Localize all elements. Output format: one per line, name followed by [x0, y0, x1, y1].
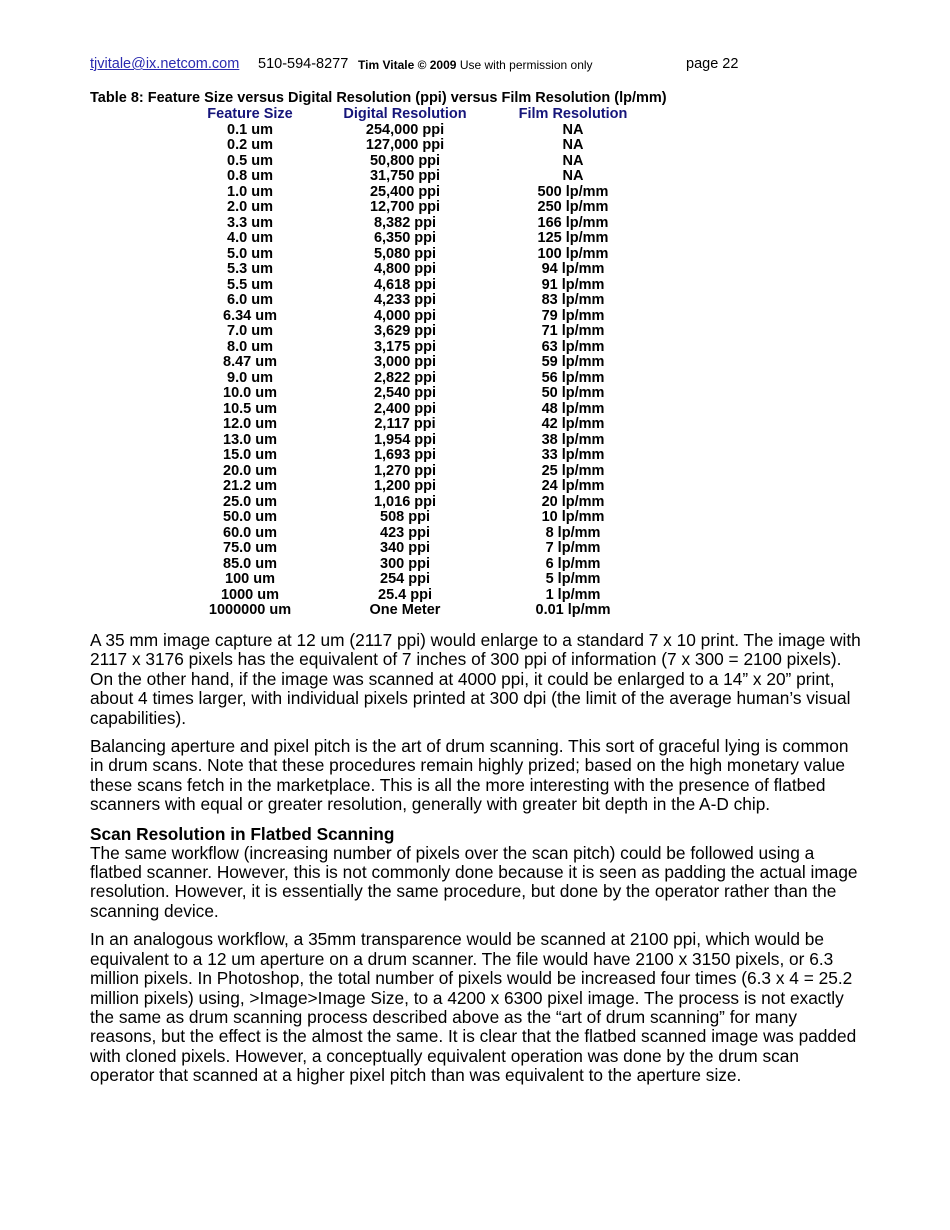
- table-row: [0, 323, 950, 339]
- copyright-notice: [358, 58, 593, 72]
- digital-resolution-cell: 25,400 ppi: [369, 183, 441, 200]
- film-resolution-cell: 0.01 lp/mm: [535, 602, 611, 618]
- feature-size-cell: 75.0 um: [223, 540, 277, 556]
- digital-resolution-cell: 12,700 ppi: [369, 199, 441, 215]
- paragraph: Balancing aperture and pixel pitch is the art of drum scanning. This sort of graceful lying is common in drum scans. Note that these procedures remain highly prized; based on the high monetary value these scans fetch in the marketplace. This is all the more interesting with the presence of flatbed scanners with equal or greater resolution, generally with greater bit depth in the A-D chip.: [90, 736, 849, 815]
- table-row: [0, 122, 950, 138]
- table-row: [0, 339, 950, 355]
- page-header: [90, 56, 790, 76]
- feature-size-cell: 21.2 um: [223, 478, 277, 494]
- digital-resolution-cell: 1,200 ppi: [373, 478, 437, 494]
- film-resolution-cell: 10 lp/mm: [541, 509, 605, 525]
- feature-size-cell: 10.5 um: [223, 400, 277, 417]
- resolution-table: [0, 106, 950, 618]
- table-row: [0, 168, 950, 184]
- page-number: page 22: [686, 56, 739, 72]
- feature-size-cell: 7.0 um: [227, 323, 273, 339]
- film-resolution-cell: 94 lp/mm: [541, 261, 605, 277]
- table-row: [0, 370, 950, 386]
- film-resolution-cell: 5 lp/mm: [545, 571, 601, 587]
- film-resolution-cell: 250 lp/mm: [537, 199, 609, 215]
- email-link[interactable]: tjvitale@ix.netcom.com: [90, 56, 240, 72]
- feature-size-cell: 85.0 um: [223, 555, 277, 572]
- digital-resolution-cell: 25.4 ppi: [378, 586, 432, 603]
- digital-resolution-cell: 254,000 ppi: [365, 121, 445, 138]
- digital-resolution-cell: 1,016 ppi: [373, 493, 437, 510]
- feature-size-cell: 1000000 um: [208, 602, 292, 618]
- feature-size-cell: 2.0 um: [227, 199, 273, 215]
- feature-size-cell: 6.34 um: [223, 307, 277, 324]
- table-row: [0, 494, 950, 510]
- digital-resolution-cell: 3,629 ppi: [373, 323, 437, 339]
- feature-size-cell: 10.0 um: [223, 385, 277, 401]
- digital-resolution-cell: 3,175 ppi: [373, 338, 437, 355]
- digital-resolution-cell: 1,270 ppi: [373, 462, 437, 479]
- feature-size-cell: 0.5 um: [227, 152, 273, 169]
- column-header-feature-size: Feature Size: [207, 106, 293, 122]
- film-resolution-cell: 6 lp/mm: [545, 555, 601, 572]
- film-resolution-cell: NA: [562, 168, 584, 184]
- feature-size-cell: 6.0 um: [227, 292, 273, 308]
- digital-resolution-cell: 127,000 ppi: [365, 137, 445, 153]
- digital-resolution-cell: 6,350 ppi: [373, 230, 437, 246]
- table-row: [0, 509, 950, 525]
- film-resolution-cell: 166 lp/mm: [537, 214, 609, 231]
- table-row: [0, 432, 950, 448]
- section-heading: Scan Resolution in Flatbed Scanning: [90, 823, 395, 844]
- film-resolution-cell: 59 lp/mm: [541, 354, 605, 370]
- digital-resolution-cell: 1,954 ppi: [373, 431, 437, 448]
- table-row: [0, 308, 950, 324]
- digital-resolution-cell: 4,233 ppi: [373, 292, 437, 308]
- paragraph: A 35 mm image capture at 12 um (2117 ppi) would enlarge to a standard 7 x 10 print. The image with 2117 x 3176 pixels has the equivalent of 7 inches of 300 ppi of information (7 x 300 = 2100 pixels). On the other hand, if the image was scanned at 4000 ppi, it could be enlarged to a 14” x 20” print, about 4 times larger, with individual pixels printed at 300 dpi (the limit of the average human’s visual capabilities).: [90, 630, 861, 728]
- digital-resolution-cell: 2,117 ppi: [374, 416, 436, 432]
- film-resolution-cell: NA: [562, 121, 584, 138]
- digital-resolution-cell: 254 ppi: [380, 571, 430, 587]
- table-row: [0, 215, 950, 231]
- feature-size-cell: 5.0 um: [227, 245, 273, 262]
- film-resolution-cell: 38 lp/mm: [541, 431, 605, 448]
- film-resolution-cell: 20 lp/mm: [541, 493, 605, 510]
- digital-resolution-cell: 50,800 ppi: [369, 152, 441, 169]
- film-resolution-cell: 33 lp/mm: [541, 447, 605, 463]
- table-row: [0, 246, 950, 262]
- feature-size-cell: 5.5 um: [227, 276, 273, 293]
- table-row: [0, 602, 950, 618]
- feature-size-cell: 4.0 um: [227, 230, 273, 246]
- feature-size-cell: 100 um: [225, 571, 275, 587]
- body-text: [90, 631, 865, 1095]
- paragraph: The same workflow (increasing number of pixels over the scan pitch) could be followed using a flatbed scanner. However, this is not commonly done because it is seen as padding the actual image resolution. However, it is essentially the same procedure, but done by the operator rather than the scanning device.: [90, 842, 858, 921]
- table-row: [0, 354, 950, 370]
- digital-resolution-cell: 508 ppi: [380, 509, 430, 525]
- phone-number: 510-594-8277: [258, 56, 349, 72]
- digital-resolution-cell: 3,000 ppi: [373, 354, 437, 370]
- feature-size-cell: 20.0 um: [223, 462, 277, 479]
- table-row: [0, 230, 950, 246]
- film-resolution-cell: 100 lp/mm: [537, 245, 609, 262]
- table-row: [0, 447, 950, 463]
- feature-size-cell: 1000 um: [220, 586, 280, 603]
- feature-size-cell: 9.0 um: [227, 369, 273, 386]
- table-title: Table 8: Feature Size versus Digital Resolution (ppi) versus Film Resolution (lp/mm): [90, 90, 667, 106]
- digital-resolution-cell: One Meter: [369, 602, 441, 618]
- film-resolution-cell: 48 lp/mm: [541, 400, 605, 417]
- author-copyright: Tim Vitale © 2009: [358, 58, 457, 72]
- column-header-film-resolution: Film Resolution: [518, 106, 628, 122]
- table-row: [0, 556, 950, 572]
- table-row: [0, 525, 950, 541]
- feature-size-cell: 0.2 um: [227, 137, 273, 153]
- table-row: [0, 587, 950, 603]
- film-resolution-cell: 125 lp/mm: [537, 230, 609, 246]
- film-resolution-cell: 500 lp/mm: [537, 183, 609, 200]
- digital-resolution-cell: 2,400 ppi: [373, 400, 437, 417]
- digital-resolution-cell: 1,693 ppi: [373, 447, 437, 463]
- digital-resolution-cell: 4,618 ppi: [373, 276, 437, 293]
- feature-size-cell: 0.1 um: [227, 121, 273, 138]
- film-resolution-cell: 83 lp/mm: [541, 292, 605, 308]
- film-resolution-cell: 8 lp/mm: [545, 524, 601, 541]
- film-resolution-cell: 91 lp/mm: [541, 276, 605, 293]
- feature-size-cell: 8.0 um: [227, 338, 273, 355]
- film-resolution-cell: 50 lp/mm: [541, 385, 605, 401]
- film-resolution-cell: 1 lp/mm: [545, 586, 601, 603]
- digital-resolution-cell: 4,800 ppi: [373, 261, 437, 277]
- film-resolution-cell: 56 lp/mm: [541, 369, 605, 386]
- permission-note: Use with permission only: [459, 58, 593, 72]
- table-row: [0, 277, 950, 293]
- film-resolution-cell: 7 lp/mm: [545, 540, 601, 556]
- table-row: [0, 153, 950, 169]
- film-resolution-cell: 71 lp/mm: [541, 323, 605, 339]
- film-resolution-cell: NA: [562, 152, 584, 169]
- film-resolution-cell: NA: [562, 137, 584, 153]
- digital-resolution-cell: 8,382 ppi: [373, 214, 437, 231]
- feature-size-cell: 50.0 um: [223, 509, 277, 525]
- table-row: [0, 401, 950, 417]
- digital-resolution-cell: 2,540 ppi: [373, 385, 437, 401]
- digital-resolution-cell: 31,750 ppi: [369, 168, 441, 184]
- table-row: [0, 137, 950, 153]
- digital-resolution-cell: 423 ppi: [380, 524, 430, 541]
- paragraph: In an analogous workflow, a 35mm transparence would be scanned at 2100 ppi, which would be equivalent to a 12 um aperture on a drum scanner. The file would have 2100 x 3150 pixels, or 6.3 million pixels. In Photoshop, the total number of pixels would be increased four times (6.3 x 4 = 25.2 million pixels) using, >Image>Image Size, to a 4200 x 6300 pixel image. The process is not exactly the same as drum scanning process described above as the “art of drum scanning” for many reasons, but the effect is the almost the same. It is clear that the flatbed scanned image was padded with cloned pixels. However, a conceptually equivalent operation was done by the drum scan operator that scanned at a higher pixel pitch than was equivalent to the aperture size.: [90, 929, 857, 1086]
- digital-resolution-cell: 2,822 ppi: [373, 369, 437, 386]
- film-resolution-cell: 63 lp/mm: [541, 338, 605, 355]
- film-resolution-cell: 25 lp/mm: [541, 462, 605, 479]
- feature-size-cell: 0.8 um: [227, 168, 273, 184]
- feature-size-cell: 8.47 um: [223, 354, 277, 370]
- digital-resolution-cell: 5,080 ppi: [373, 245, 437, 262]
- feature-size-cell: 5.3 um: [227, 261, 273, 277]
- digital-resolution-cell: 300 ppi: [380, 555, 430, 572]
- table-row: [0, 184, 950, 200]
- table-row: [0, 385, 950, 401]
- table-row: [0, 292, 950, 308]
- column-header-digital-resolution: Digital Resolution: [343, 106, 467, 122]
- table-row: [0, 199, 950, 215]
- table-row: [0, 416, 950, 432]
- table-row: [0, 540, 950, 556]
- feature-size-cell: 13.0 um: [223, 431, 277, 448]
- table-row: [0, 261, 950, 277]
- digital-resolution-cell: 340 ppi: [380, 540, 430, 556]
- table-row: [0, 571, 950, 587]
- film-resolution-cell: 42 lp/mm: [541, 416, 605, 432]
- feature-size-cell: 15.0 um: [223, 447, 277, 463]
- film-resolution-cell: 79 lp/mm: [541, 307, 605, 324]
- feature-size-cell: 25.0 um: [223, 493, 277, 510]
- feature-size-cell: 60.0 um: [223, 524, 277, 541]
- feature-size-cell: 12.0 um: [223, 416, 277, 432]
- table-header-row: [0, 106, 950, 122]
- film-resolution-cell: 24 lp/mm: [541, 478, 605, 494]
- digital-resolution-cell: 4,000 ppi: [373, 307, 437, 324]
- table-row: [0, 478, 950, 494]
- table-row: [0, 463, 950, 479]
- feature-size-cell: 1.0 um: [227, 183, 273, 200]
- feature-size-cell: 3.3 um: [227, 214, 273, 231]
